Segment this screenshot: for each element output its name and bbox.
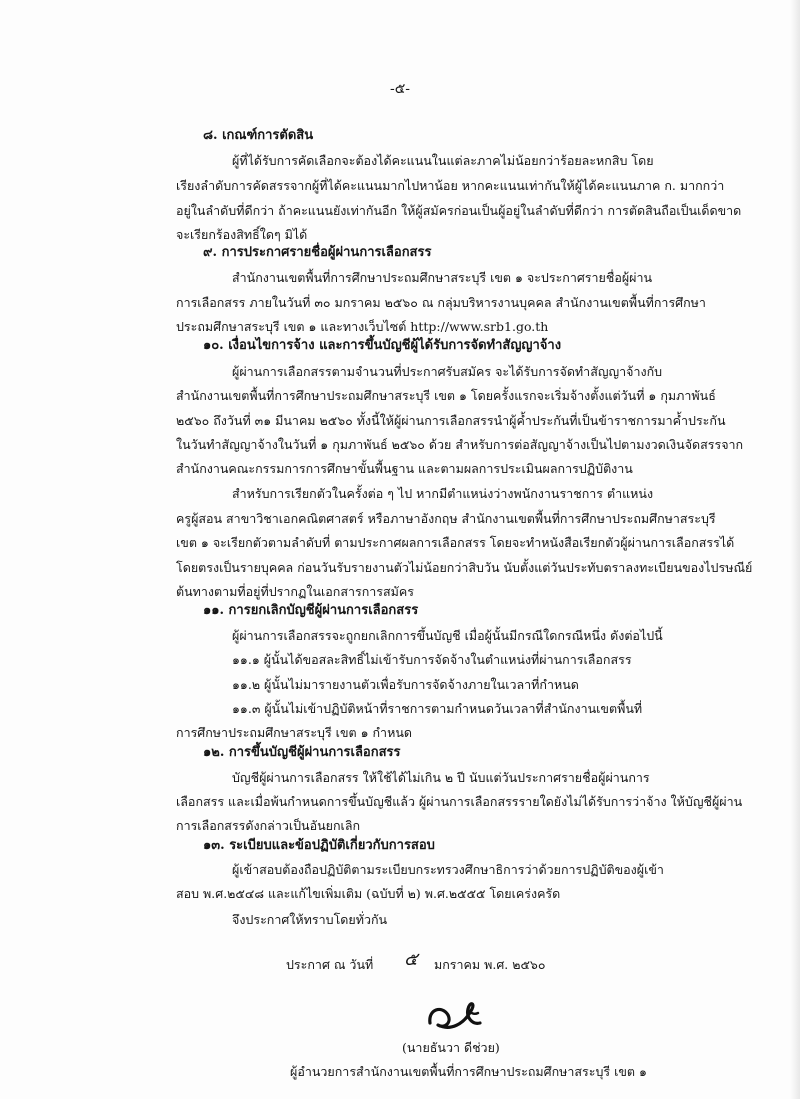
signature-mark (420, 995, 500, 1035)
section-10-line: ครูผู้สอน สาขาวิชาเอกคณิตศาสตร์ หรือภาษาอังกฤษ สำนักงานเขตพื้นที่การศึกษาประถมศึกษาสระบุรี (176, 511, 716, 526)
section-12-line: เลือกสรร และเมื่อพ้นกำหนดการขึ้นบัญชีแล้ว ผู้ผ่านการเลือกสรรรายใดยังไม่ได้รับการว่าจ้าง ให้บัญชีผู้ผ่าน (176, 794, 743, 809)
announce-suffix: มกราคม พ.ศ. ๒๕๖๐ (434, 957, 546, 972)
section-10-line: เขต ๑ จะเรียกตัวตามลำดับที่ ตามประกาศผลการเลือกสรร โดยจะทำหนังสือเรียกตัวผู้ผ่านการเลือกสรรได้ (176, 535, 735, 550)
section-8-line: อยู่ในลำดับที่ดีกว่า ถ้าคะแนนยังเท่ากันอีก ให้ผู้สมัครก่อนเป็นผู้อยู่ในลำดับที่ดีกว่า การตัดสินถือเป็นเด็ดขาด (176, 203, 742, 218)
section-11-heading: ๑๑. การยกเลิกบัญชีผู้ผ่านการเลือกสรร (203, 603, 419, 618)
section-12-line: การเลือกสรรดังกล่าวเป็นอันยกเลิก (176, 818, 361, 833)
signer-title: ผู้อำนวยการสำนักงานเขตพื้นที่การศึกษาประถมศึกษาสระบุรี เขต ๑ (290, 1064, 647, 1079)
page-number: -๕- (389, 81, 411, 97)
section-9-line: สำนักงานเขตพื้นที่การศึกษาประถมศึกษาสระบุรี เขต ๑ จะประกาศรายชื่อผู้ผ่าน (232, 270, 653, 285)
section-10-line: สำหรับการเรียกตัวในครั้งต่อ ๆ ไป หากมีตำแหน่งว่างพนักงานราชการ ตำแหน่ง (232, 486, 654, 501)
section-10-line: โดยตรงเป็นรายบุคคล ก่อนวันรับรายงานตัวไม่น้อยกว่าสิบวัน นับตั้งแต่วันประทับตราลงทะเบียนของไปรษณีย์ (176, 560, 753, 575)
section-11-item: ๑๑.๒ ผู้นั้นไม่มารายงานตัวเพื่อรับการจัดจ้างภายในเวลาที่กำหนด (232, 677, 579, 692)
section-8-line: เรียงลำดับการคัดสรรจากผู้ที่ได้คะแนนมากไปหาน้อย หากคะแนนเท่ากันให้ผู้ได้คะแนนภาค ก. มากกว่า (176, 178, 725, 193)
section-13-heading: ๑๓. ระเบียบและข้อปฏิบัติเกี่ยวกับการสอบ (203, 838, 435, 853)
closing-statement: จึงประกาศให้ทราบโดยทั่วกัน (232, 912, 388, 927)
section-13-line: ผู้เข้าสอบต้องถือปฏิบัติตามระเบียบกระทรวงศึกษาธิการว่าด้วยการปฏิบัติของผู้เข้า (232, 862, 664, 877)
signature (420, 995, 500, 1035)
signer-name: (นายธันวา ดีช่วย) (402, 1040, 500, 1055)
section-10-heading: ๑๐. เงื่อนไขการจ้าง และการขึ้นบัญชีผู้ได้รับการจัดทำสัญญาจ้าง (203, 338, 562, 353)
section-10-line: สำนักงานคณะกรรมการการศึกษาขั้นพื้นฐาน และตามผลการประเมินผลการปฏิบัติงาน (176, 461, 633, 476)
section-10-line: ผู้ผ่านการเลือกสรรตามจำนวนที่ประกาศรับสมัคร จะได้รับการจัดทำสัญญาจ้างกับ (232, 364, 663, 379)
section-12-line: บัญชีผู้ผ่านการเลือกสรร ให้ใช้ได้ไม่เกิน ๒ ปี นับแต่วันประกาศรายชื่อผู้ผ่านการ (232, 770, 650, 785)
section-13-line: สอบ พ.ศ.๒๕๔๘ และแก้ไขเพิ่มเติม (ฉบับที่ ๒) พ.ศ.๒๕๕๕ โดยเคร่งครัด (176, 886, 561, 901)
announce-prefix: ประกาศ ณ วันที่ (286, 957, 374, 972)
section-11-line: ผู้ผ่านการเลือกสรรจะถูกยกเลิกการขึ้นบัญชี เมื่อผู้นั้นมีกรณีใดกรณีหนึ่ง ดังต่อไปนี้ (232, 628, 663, 643)
section-10-line: สำนักงานเขตพื้นที่การศึกษาประถมศึกษาสระบุรี เขต ๑ โดยครั้งแรกจะเริ่มจ้างตั้งแต่วันที่ ๑ กุมภาพันธ์ (176, 388, 716, 403)
section-11-item: ๑๑.๑ ผู้นั้นได้ขอสละสิทธิ์ไม่เข้ารับการจัดจ้างในตำแหน่งที่ผ่านการเลือกสรร (232, 652, 632, 667)
page-edge-shadow (790, 0, 800, 1099)
section-12-heading: ๑๒. การขึ้นบัญชีผู้ผ่านการเลือกสรร (203, 745, 401, 760)
section-9-line: การเลือกสรร ภายในวันที่ ๓๐ มกราคม ๒๕๖๐ ณ กลุ่มบริหารงานบุคคล สำนักงานเขตพื้นที่การศึกษา (176, 295, 706, 310)
section-10-line: ต้นทางตามที่อยู่ที่ปรากฏในเอกสารการสมัคร (176, 584, 414, 599)
section-9-line: ประถมศึกษาสระบุรี เขต ๑ และทางเว็บไซต์ http://www.srb1.go.th (176, 319, 549, 334)
section-8-heading: ๘. เกณฑ์การตัดสิน (203, 128, 314, 143)
section-10-line: ๒๕๖๐ ถึงวันที่ ๓๑ มีนาคม ๒๕๖๐ ทั้งนี้ให้ผู้ผ่านการเลือกสรรนำผู้ค้ำประกันที่เป็นข้าราชการมาค้ำประกัน (176, 413, 726, 428)
section-11-item: ๑๑.๓ ผู้นั้นไม่เข้าปฏิบัติหน้าที่ราชการตามกำหนดวันเวลาที่สำนักงานเขตพื้นที่ (232, 701, 643, 716)
section-8-line: ผู้ที่ได้รับการคัดเลือกจะต้องได้คะแนนในแต่ละภาคไม่น้อยกว่าร้อยละหกสิบ โดย (232, 153, 654, 168)
announce-day-handwritten: ๕ (404, 949, 418, 970)
section-8-line: จะเรียกร้องสิทธิ์ใดๆ มิได้ (176, 227, 308, 242)
section-10-line: ในวันทำสัญญาจ้างในวันที่ ๑ กุมภาพันธ์ ๒๕๖๐ ด้วย สำหรับการต่อสัญญาจ้างเป็นไปตามงวดเงินจัดสรรจาก (176, 437, 744, 452)
section-9-heading: ๙. การประกาศรายชื่อผู้ผ่านการเลือกสรร (203, 245, 432, 260)
section-11-line: การศึกษาประถมศึกษาสระบุรี เขต ๑ กำหนด (176, 725, 412, 740)
